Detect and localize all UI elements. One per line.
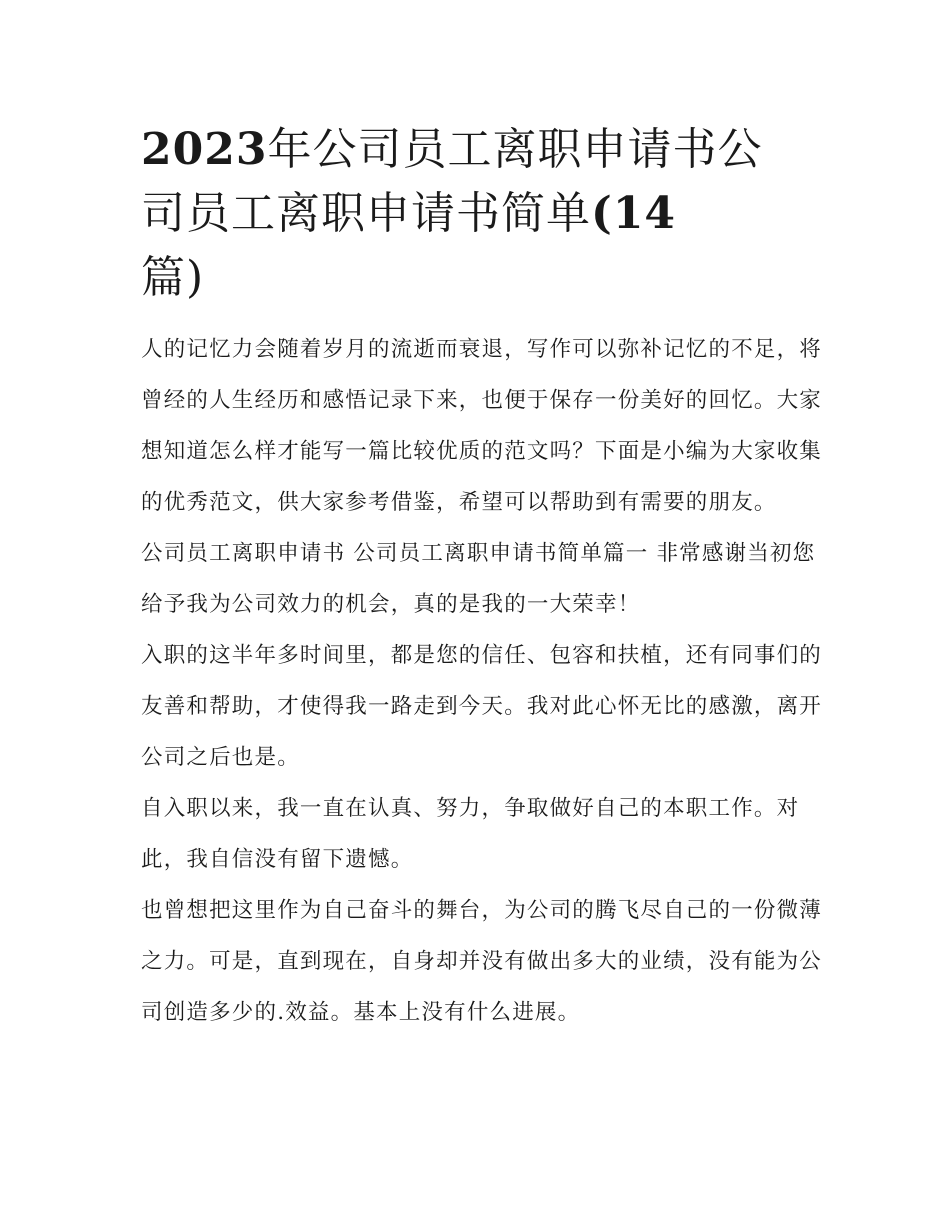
paragraph-4: 也曾想把这里作为自己奋斗的舞台，为公司的腾飞尽自己的一份微薄之力。可是，直到现在，自身却并没有做出多大的业绩，没有能为公司创造多少的.效益。基本上没有什么进展。 — [141, 898, 823, 1025]
paragraph-2: 入职的这半年多时间里，都是您的信任、包容和扶植，还有同事们的友善和帮助，才使得我一路走到今天。我对此心怀无比的感激，离开公司之后也是。 — [141, 643, 823, 770]
title-year: 2023 — [141, 124, 268, 175]
paragraph-1: 公司员工离职申请书 公司员工离职申请书简单篇一 非常感谢当初您给予我为公司效力的机会，真的是我的一大荣幸！ — [141, 541, 816, 617]
title-count: (14 — [591, 188, 677, 239]
paragraph-3: 自入职以来，我一直在认真、努力，争取做好自己的本职工作。对此，我自信没有留下遗憾。 — [141, 796, 800, 872]
paragraph-intro: 人的记忆力会随着岁月的流逝而衰退，写作可以弥补记忆的不足，将曾经的人生经历和感悟记录下来，也便于保存一份美好的回忆。大家想知道怎么样才能写一篇比较优质的范文吗？下面是小编为大家收集的优秀范文，供大家参考借鉴，希望可以帮助到有需要的朋友。 — [141, 337, 823, 515]
title-text: 年公司员工离职申请书公司员工离职申请书简单 — [141, 124, 763, 239]
document-title — [141, 118, 781, 310]
document-body — [141, 118, 831, 1038]
title-suffix: 篇) — [141, 252, 205, 303]
